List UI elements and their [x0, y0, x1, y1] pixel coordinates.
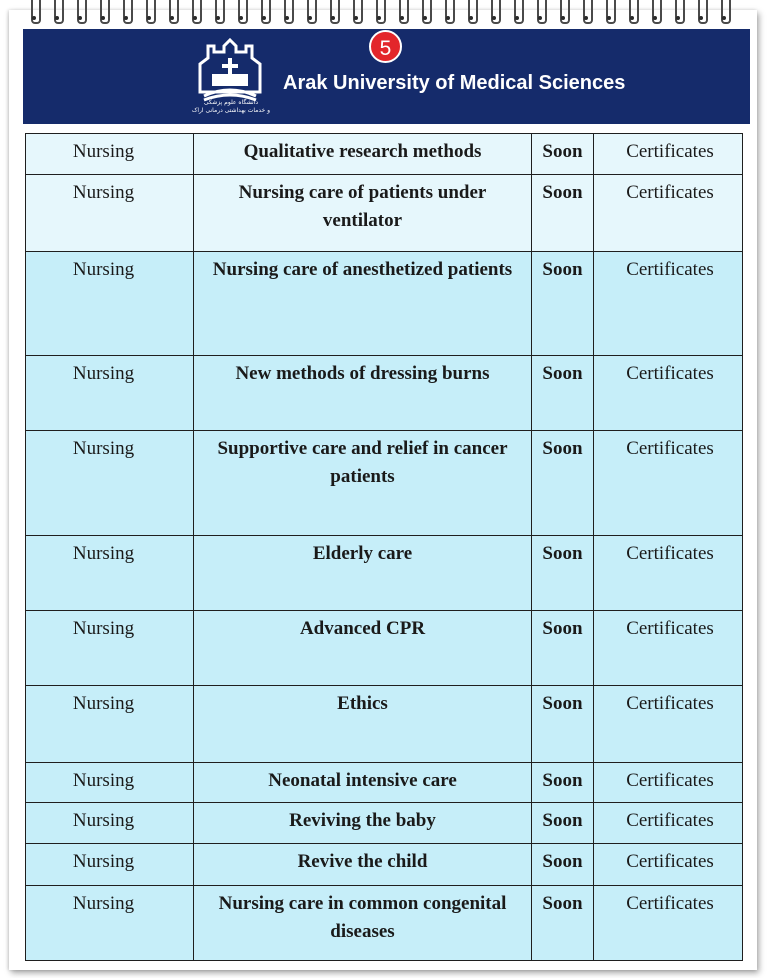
binding-ring [399, 0, 409, 24]
binding-ring [77, 0, 87, 24]
spiral-binding [0, 0, 768, 24]
table-row [26, 536, 743, 611]
binding-ring [31, 0, 41, 24]
binding-ring [169, 0, 179, 24]
status-cell: Soon [532, 611, 594, 686]
course-cell: New methods of dressing burns [194, 356, 532, 431]
award-cell: Certificates [594, 431, 743, 536]
binding-ring [583, 0, 593, 24]
course-cell: Nursing care in common congenital diseases [194, 886, 532, 961]
course-cell: Nursing care of anesthetized patients [194, 252, 532, 356]
field-cell: Nursing [26, 611, 194, 686]
award-cell: Certificates [594, 844, 743, 886]
table-row [26, 886, 743, 961]
course-cell: Advanced CPR [194, 611, 532, 686]
award-cell: Certificates [594, 611, 743, 686]
binding-ring [192, 0, 202, 24]
award-cell: Certificates [594, 536, 743, 611]
course-cell: Reviving the baby [194, 803, 532, 844]
table-row [26, 252, 743, 356]
course-cell: Neonatal intensive care [194, 763, 532, 803]
table-row [26, 356, 743, 431]
table-row [26, 611, 743, 686]
award-cell: Certificates [594, 134, 743, 175]
logo-caption [191, 99, 271, 115]
award-cell: Certificates [594, 803, 743, 844]
award-cell: Certificates [594, 252, 743, 356]
binding-ring [491, 0, 501, 24]
binding-ring [261, 0, 271, 24]
binding-ring [307, 0, 317, 24]
university-name: Arak University of Medical Sciences [283, 72, 626, 94]
table-row [26, 763, 743, 803]
binding-ring [468, 0, 478, 24]
status-cell: Soon [532, 763, 594, 803]
field-cell: Nursing [26, 431, 194, 536]
field-cell: Nursing [26, 803, 194, 844]
award-cell: Certificates [594, 356, 743, 431]
course-cell: Elderly care [194, 536, 532, 611]
binding-ring [675, 0, 685, 24]
table-row [26, 431, 743, 536]
logo-caption-line: و خدمات بهداشتی درمانی اراک [191, 107, 271, 114]
status-cell: Soon [532, 356, 594, 431]
binding-ring [123, 0, 133, 24]
binding-ring [445, 0, 455, 24]
status-cell: Soon [532, 175, 594, 252]
courses-table [25, 133, 743, 961]
table-row [26, 803, 743, 844]
field-cell: Nursing [26, 536, 194, 611]
binding-ring [54, 0, 64, 24]
field-cell: Nursing [26, 886, 194, 961]
field-cell: Nursing [26, 844, 194, 886]
award-cell: Certificates [594, 763, 743, 803]
binding-ring [721, 0, 731, 24]
table-row [26, 175, 743, 252]
field-cell: Nursing [26, 134, 194, 175]
status-cell: Soon [532, 536, 594, 611]
status-cell: Soon [532, 844, 594, 886]
binding-ring [537, 0, 547, 24]
page-number-badge: 5 [369, 30, 402, 63]
award-cell: Certificates [594, 686, 743, 763]
binding-ring [514, 0, 524, 24]
award-cell: Certificates [594, 886, 743, 961]
status-cell: Soon [532, 252, 594, 356]
course-cell: Supportive care and relief in cancer patients [194, 431, 532, 536]
binding-ring [215, 0, 225, 24]
field-cell: Nursing [26, 686, 194, 763]
status-cell: Soon [532, 431, 594, 536]
binding-ring [698, 0, 708, 24]
table-row [26, 844, 743, 886]
binding-ring [284, 0, 294, 24]
course-cell: Ethics [194, 686, 532, 763]
field-cell: Nursing [26, 175, 194, 252]
binding-ring [652, 0, 662, 24]
binding-ring [353, 0, 363, 24]
status-cell: Soon [532, 803, 594, 844]
binding-ring [560, 0, 570, 24]
status-cell: Soon [532, 686, 594, 763]
award-cell: Certificates [594, 175, 743, 252]
course-cell: Revive the child [194, 844, 532, 886]
binding-ring [238, 0, 248, 24]
binding-ring [376, 0, 386, 24]
course-cell: Nursing care of patients under ventilator [194, 175, 532, 252]
status-cell: Soon [532, 134, 594, 175]
field-cell: Nursing [26, 763, 194, 803]
binding-ring [100, 0, 110, 24]
binding-ring [422, 0, 432, 24]
course-cell: Qualitative research methods [194, 134, 532, 175]
status-cell: Soon [532, 886, 594, 961]
field-cell: Nursing [26, 252, 194, 356]
table-row [26, 686, 743, 763]
field-cell: Nursing [26, 356, 194, 431]
binding-ring [606, 0, 616, 24]
logo-caption-line: دانشگاه علوم پزشکی [203, 99, 259, 106]
binding-ring [146, 0, 156, 24]
table-row [26, 134, 743, 175]
binding-ring [629, 0, 639, 24]
binding-ring [330, 0, 340, 24]
